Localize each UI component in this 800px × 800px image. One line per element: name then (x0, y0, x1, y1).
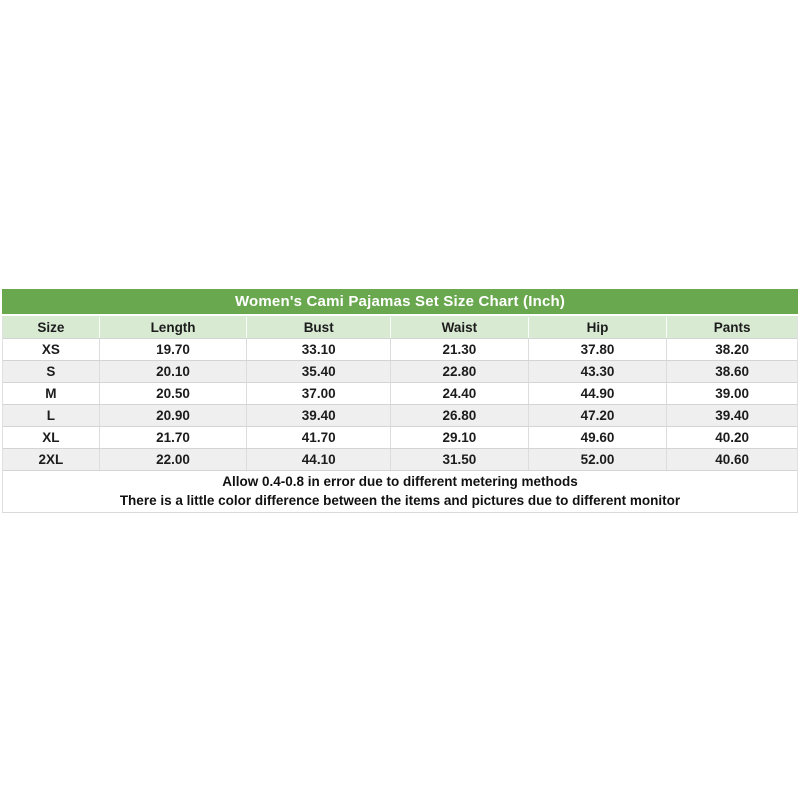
table-cell: 22.80 (390, 361, 528, 382)
table-cell: 21.70 (99, 427, 247, 448)
size-cell: M (45, 386, 57, 401)
size-chart-body (2, 316, 798, 513)
size-cell: XS (41, 342, 60, 357)
table-cell: 52.00 (528, 449, 667, 470)
table-cell: 29.10 (390, 427, 528, 448)
size-cell: 2XL (38, 452, 64, 467)
table-cell: 39.00 (666, 383, 797, 404)
table-cell: 39.40 (666, 405, 797, 426)
table-row-2xl (3, 448, 797, 470)
table-cell: 41.70 (246, 427, 390, 448)
table-cell: 31.50 (390, 449, 528, 470)
column-header-bust: Bust (246, 317, 390, 338)
footer-notes (3, 470, 797, 512)
note-metering-error: Allow 0.4-0.8 in error due to different metering methods (222, 474, 578, 489)
column-header-waist: Waist (390, 317, 528, 338)
table-row-xl (3, 426, 797, 448)
column-header-length: Length (99, 317, 247, 338)
table-cell: 35.40 (246, 361, 390, 382)
column-header-row (3, 316, 797, 338)
table-cell: 33.10 (246, 339, 390, 360)
table-cell: 44.90 (528, 383, 667, 404)
table-row-xs (3, 338, 797, 360)
table-cell: 20.50 (99, 383, 247, 404)
table-cell: 37.00 (246, 383, 390, 404)
table-cell: 22.00 (99, 449, 247, 470)
table-cell: 38.60 (666, 361, 797, 382)
table-cell: 21.30 (390, 339, 528, 360)
size-cell: L (46, 408, 55, 423)
size-cell: S (46, 364, 56, 379)
size-chart-table (2, 289, 798, 513)
table-cell: 40.20 (666, 427, 797, 448)
table-row-m (3, 382, 797, 404)
table-cell: 44.10 (246, 449, 390, 470)
table-row-l (3, 404, 797, 426)
table-cell: 47.20 (528, 405, 667, 426)
table-cell: 49.60 (528, 427, 667, 448)
table-cell: 19.70 (99, 339, 247, 360)
table-cell: 24.40 (390, 383, 528, 404)
table-cell: 40.60 (666, 449, 797, 470)
table-row-s (3, 360, 797, 382)
note-color-difference: There is a little color difference between the items and pictures due to different monitor (119, 493, 681, 508)
size-chart-title: Women's Cami Pajamas Set Size Chart (Inch) (2, 289, 798, 314)
table-cell: 20.90 (99, 405, 247, 426)
column-header-size: Size (37, 319, 65, 335)
table-cell: 39.40 (246, 405, 390, 426)
size-cell: XL (42, 430, 60, 445)
table-cell: 43.30 (528, 361, 667, 382)
table-cell: 20.10 (99, 361, 247, 382)
table-cell: 37.80 (528, 339, 667, 360)
table-cell: 38.20 (666, 339, 797, 360)
table-cell: 26.80 (390, 405, 528, 426)
column-header-pants: Pants (666, 317, 797, 338)
column-header-hip: Hip (528, 317, 667, 338)
